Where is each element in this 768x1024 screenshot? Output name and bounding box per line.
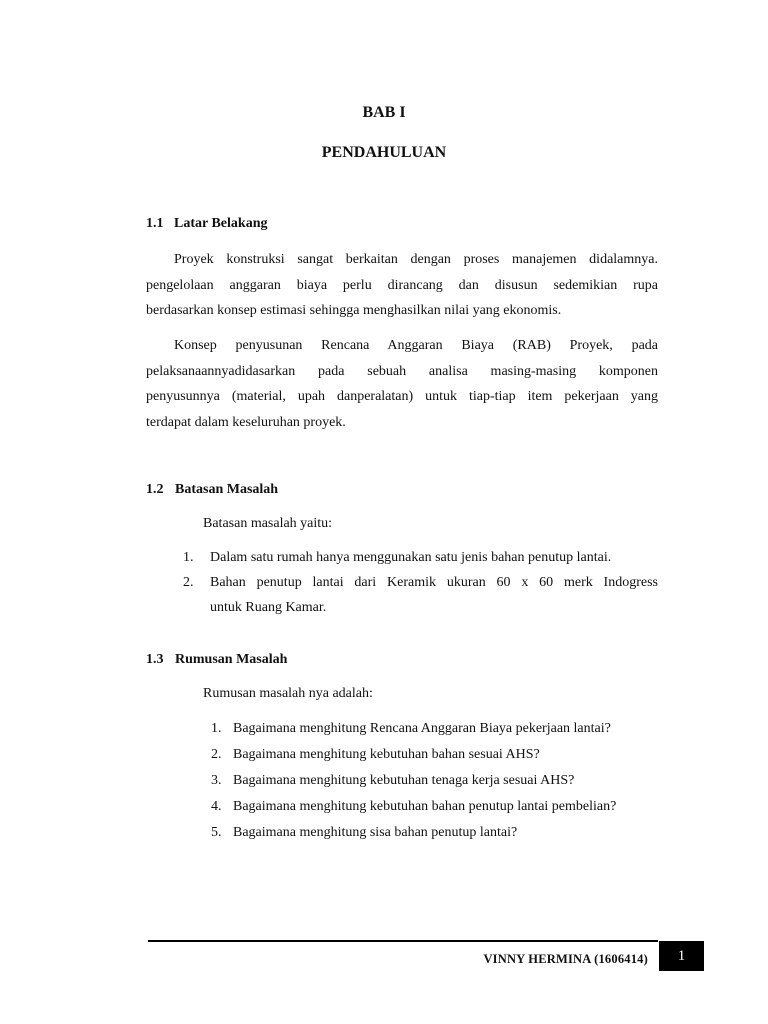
list-text: Dalam satu rumah hanya menggunakan satu jenis bahan penutup lantai. bbox=[210, 550, 612, 565]
list-number: 4. bbox=[211, 799, 222, 814]
paragraph-latar-1 bbox=[146, 247, 658, 324]
paragraph-line: penyusunnya (material, upah danperalatan) untuk tiap-tiap item pekerjaan yang bbox=[146, 389, 658, 404]
paragraph-line: Proyek konstruksi sangat berkaitan dengan proses manajemen didalamnya. bbox=[174, 252, 658, 267]
list-item bbox=[183, 550, 658, 575]
list-text: Bagaimana menghitung Rencana Anggaran Biaya pekerjaan lantai? bbox=[233, 721, 611, 736]
list-number: 2. bbox=[183, 575, 194, 590]
page-number: 1 bbox=[659, 941, 704, 971]
section-title: Latar Belakang bbox=[174, 216, 268, 231]
rumusan-list bbox=[211, 721, 661, 851]
section-intro-batasan: Batasan masalah yaitu: bbox=[203, 516, 333, 531]
list-item bbox=[211, 747, 661, 773]
footer-rule bbox=[148, 940, 658, 942]
paragraph-line: berdasarkan konsep estimasi sehingga menghasilkan nilai yang ekonomis. bbox=[146, 303, 562, 318]
paragraph-line: terdapat dalam keseluruhan proyek. bbox=[146, 414, 346, 430]
list-text: untuk Ruang Kamar. bbox=[210, 600, 327, 615]
section-title: Batasan Masalah bbox=[175, 482, 279, 497]
batasan-list bbox=[183, 550, 658, 625]
paragraph-latar-2 bbox=[146, 333, 658, 435]
paragraph-line: pengelolaan anggaran biaya perlu dirancang dan disusun sedemikian rupa bbox=[146, 277, 658, 293]
list-text: Bahan penutup lantai dari Keramik ukuran 60 x 60 merk Indogress bbox=[210, 575, 658, 590]
list-item bbox=[211, 825, 661, 851]
list-text: Bagaimana menghitung sisa bahan penutup lantai? bbox=[233, 825, 518, 840]
paragraph-line: Konsep penyusunan Rencana Anggaran Biaya (RAB) Proyek, pada bbox=[174, 338, 658, 353]
section-title: Rumusan Masalah bbox=[175, 652, 288, 667]
list-number: 3. bbox=[211, 773, 222, 788]
list-item bbox=[211, 799, 661, 825]
list-item bbox=[211, 773, 661, 799]
section-number: 1.1 bbox=[146, 216, 164, 231]
list-number: 1. bbox=[183, 550, 194, 565]
list-text: Bagaimana menghitung kebutuhan bahan penutup lantai pembelian? bbox=[233, 799, 617, 814]
chapter-label: BAB I bbox=[362, 104, 406, 121]
section-number: 1.2 bbox=[146, 482, 164, 497]
list-text: Bagaimana menghitung kebutuhan bahan sesuai AHS? bbox=[233, 747, 540, 762]
list-number: 1. bbox=[211, 721, 222, 736]
section-heading-1-2 bbox=[146, 482, 278, 498]
footer-author: VINNY HERMINA (1606414) bbox=[483, 952, 648, 966]
section-intro-rumusan: Rumusan masalah nya adalah: bbox=[203, 686, 373, 701]
list-item bbox=[183, 575, 658, 625]
list-number: 5. bbox=[211, 825, 222, 840]
section-number: 1.3 bbox=[146, 652, 164, 667]
chapter-title: PENDAHULUAN bbox=[321, 144, 447, 161]
paragraph-line: pelaksanaannyadidasarkan pada sebuah analisa masing-masing komponen bbox=[146, 363, 658, 379]
list-item bbox=[211, 721, 661, 747]
list-number: 2. bbox=[211, 747, 222, 762]
section-heading-1-1 bbox=[146, 216, 267, 232]
section-heading-1-3 bbox=[146, 652, 287, 668]
list-text: Bagaimana menghitung kebutuhan tenaga kerja sesuai AHS? bbox=[233, 773, 575, 788]
